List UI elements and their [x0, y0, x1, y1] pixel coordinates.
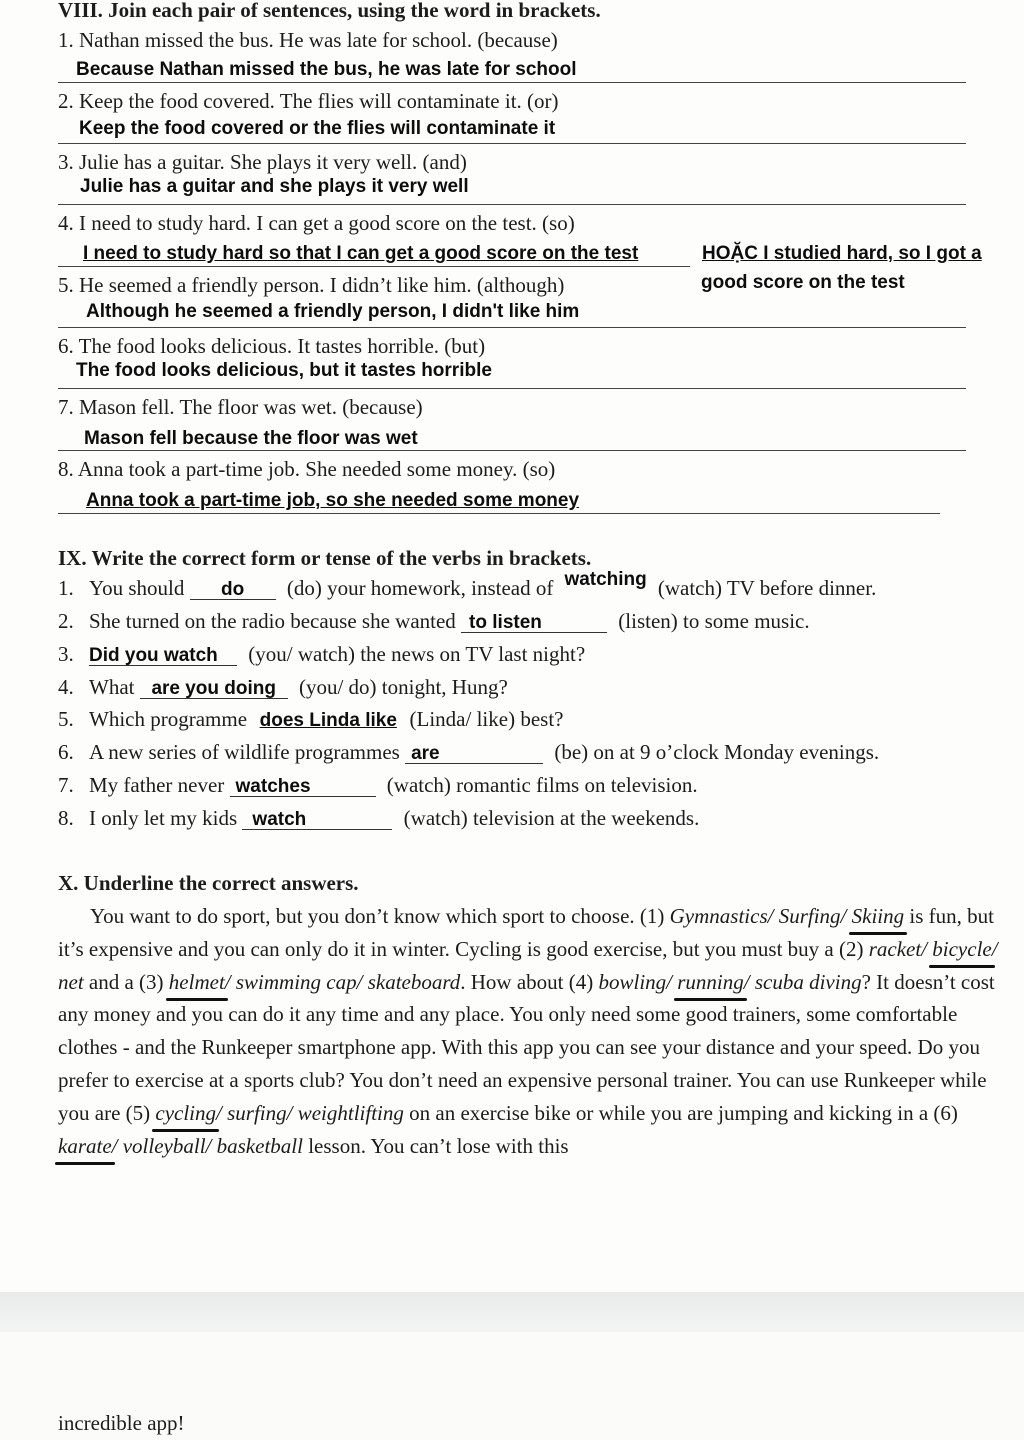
s8-answer-4-alt: HOẶC I studied hard, so I got a	[702, 243, 982, 264]
option-5-answer: cycling	[155, 1100, 217, 1125]
answer-line	[58, 266, 690, 267]
passage-text: on an exercise bike or while you are jumping and kicking in a (6)	[403, 1100, 958, 1125]
answer-blank	[242, 807, 392, 830]
section-9-heading: IX. Write the correct form or tense of the verbs in brackets.	[58, 546, 592, 570]
passage-text: ? It doesn’t cost any money and you can do it any time and any place. You only need some good trainers, some comfortable clothes - and the Runkeeper smartphone app. With this app you can see your distance and your speed. Do you prefer to exercise at a sports club? You don’t need an expensive personal trainer. You can use Runkeeper while you are (5)	[58, 969, 995, 1125]
answer-line	[58, 388, 966, 389]
s9-answer-2: to listen	[469, 612, 542, 633]
s8-answer-5: Although he seemed a friendly person, I didn't like him	[86, 301, 580, 322]
item-number: 4.	[58, 675, 74, 699]
item-number: 6.	[58, 740, 74, 764]
option-5-choices-rest: / surfing/ weightlifting	[216, 1100, 404, 1125]
answer-blank	[559, 567, 653, 589]
s9-answer-6: are	[411, 743, 440, 764]
s9-item-3	[58, 642, 585, 667]
s9-answer-3: Did you watch	[89, 645, 218, 666]
s8-answer-6: The food looks delicious, but it tastes horrible	[76, 360, 492, 381]
answer-blank	[89, 643, 237, 666]
s9-item-5	[58, 707, 563, 732]
s9-answer-7: watches	[235, 776, 311, 797]
s9-answer-1b: watching	[564, 569, 647, 590]
answer-blank	[190, 577, 276, 600]
s9-item-1	[58, 569, 877, 601]
option-4-answer: running	[677, 969, 744, 994]
item-text: You should	[89, 576, 185, 600]
passage-text: and a (3)	[83, 969, 169, 994]
s8-answer-2: Keep the food covered or the flies will contaminate it	[79, 118, 556, 139]
answer-line	[58, 327, 966, 328]
s8-question-6: 6. The food looks delicious. It tastes horrible. (but)	[58, 334, 486, 358]
option-2-choices: racket/	[868, 936, 933, 961]
passage-text: You want to do sport, but you don’t know which sport to choose. (1)	[90, 904, 670, 928]
item-text: A new series of wildlife programmes	[89, 740, 400, 764]
answer-blank	[461, 610, 607, 633]
answer-blank	[140, 676, 288, 699]
option-1-choices: Gymnastics/ Surfing/	[669, 904, 847, 928]
item-text: Which programme	[89, 707, 248, 731]
item-text: What	[89, 675, 135, 699]
answer-line	[58, 450, 966, 451]
s8-question-1: 1. Nathan missed the bus. He was late for school. (because)	[58, 28, 558, 52]
item-text: I only let my kids	[89, 806, 238, 830]
answer-blank	[230, 774, 376, 797]
item-text: (you/ do) tonight, Hung?	[298, 675, 508, 699]
s9-item-8	[58, 806, 699, 831]
s8-question-8: 8. Anna took a part-time job. She needed some money. (so)	[58, 457, 556, 481]
s9-answer-1: do	[220, 579, 245, 600]
s8-answer-7: Mason fell because the floor was wet	[84, 428, 418, 449]
item-number: 5.	[58, 707, 74, 731]
s8-answer-3: Julie has a guitar and she plays it very well	[80, 176, 469, 197]
item-text: (listen) to some music.	[618, 609, 810, 633]
item-text: She turned on the radio because she wanted	[89, 609, 456, 633]
s9-item-6	[58, 740, 879, 765]
passage-text: is fun, but it’s expensive and you can only do it in winter. Cycling is good exercise, but you must buy a (2)	[58, 904, 994, 961]
passage-text: . How about (4)	[460, 969, 599, 994]
s9-answer-4: are you doing	[151, 678, 277, 699]
s8-question-4: 4. I need to study hard. I can get a good score on the test. (so)	[58, 211, 575, 235]
item-text: (watch) television at the weekends.	[403, 806, 700, 830]
item-text: My father never	[89, 773, 225, 797]
option-2-choices-rest: / net	[58, 936, 998, 994]
option-3-answer: helmet	[168, 969, 225, 994]
answer-blank	[405, 741, 543, 764]
option-6-choices-rest: / volleyball/ basketball	[111, 1133, 303, 1158]
option-4-choices-rest: / scuba diving	[743, 969, 862, 994]
reading-passage	[58, 900, 1008, 1162]
option-4-choices: bowling/	[598, 969, 678, 994]
s8-answer-4-alt-cont: good score on the test	[701, 272, 905, 293]
s8-answer-8: Anna took a part-time job, so she needed some money	[86, 490, 580, 511]
s8-question-3: 3. Julie has a guitar. She plays it very well. (and)	[58, 150, 467, 174]
item-number: 3.	[58, 642, 74, 666]
item-text: (be) on at 9 o’clock Monday evenings.	[554, 740, 880, 764]
option-1-answer: Skiing	[851, 904, 905, 928]
answer-blank	[252, 708, 404, 730]
answer-line	[58, 513, 940, 514]
item-text: (do) your homework, instead of	[286, 576, 554, 600]
s9-item-2	[58, 609, 810, 634]
option-3-choices-rest: / swimming cap/ skateboard	[224, 969, 461, 994]
section-8-heading: VIII. Join each pair of sentences, using the word in brackets.	[58, 0, 601, 22]
passage-text: lesson. You can’t lose with this	[302, 1133, 569, 1158]
item-number: 8.	[58, 806, 74, 830]
passage-ending: incredible app!	[58, 1411, 185, 1435]
answer-line	[58, 204, 966, 205]
section-10-heading: X. Underline the correct answers.	[58, 871, 359, 895]
page-divider	[0, 1292, 1024, 1332]
item-text: (watch) romantic films on television.	[386, 773, 698, 797]
s9-answer-8: watch	[252, 809, 307, 830]
s8-question-5: 5. He seemed a friendly person. I didn’t like him. (although)	[58, 273, 565, 297]
s9-answer-5: does Linda like	[259, 710, 397, 731]
answer-line	[58, 82, 966, 83]
s9-item-7	[58, 773, 698, 798]
s8-answer-1: Because Nathan missed the bus, he was late for school	[76, 59, 577, 80]
answer-line	[58, 143, 966, 144]
item-number: 7.	[58, 773, 74, 797]
s8-question-2: 2. Keep the food covered. The flies will contaminate it. (or)	[58, 89, 559, 113]
item-text: (Linda/ like) best?	[409, 707, 564, 731]
s9-item-4	[58, 675, 508, 700]
item-text: (you/ watch) the news on TV last night?	[248, 642, 586, 666]
item-text: (watch) TV before dinner.	[657, 576, 877, 600]
s8-question-7: 7. Mason fell. The floor was wet. (because)	[58, 395, 423, 419]
s8-answer-4: I need to study hard so that I can get a good score on the test	[83, 243, 639, 264]
item-number: 2.	[58, 609, 74, 633]
option-6-answer: karate	[58, 1133, 112, 1158]
item-number: 1.	[58, 576, 74, 600]
option-2-answer: bicycle	[932, 936, 992, 961]
